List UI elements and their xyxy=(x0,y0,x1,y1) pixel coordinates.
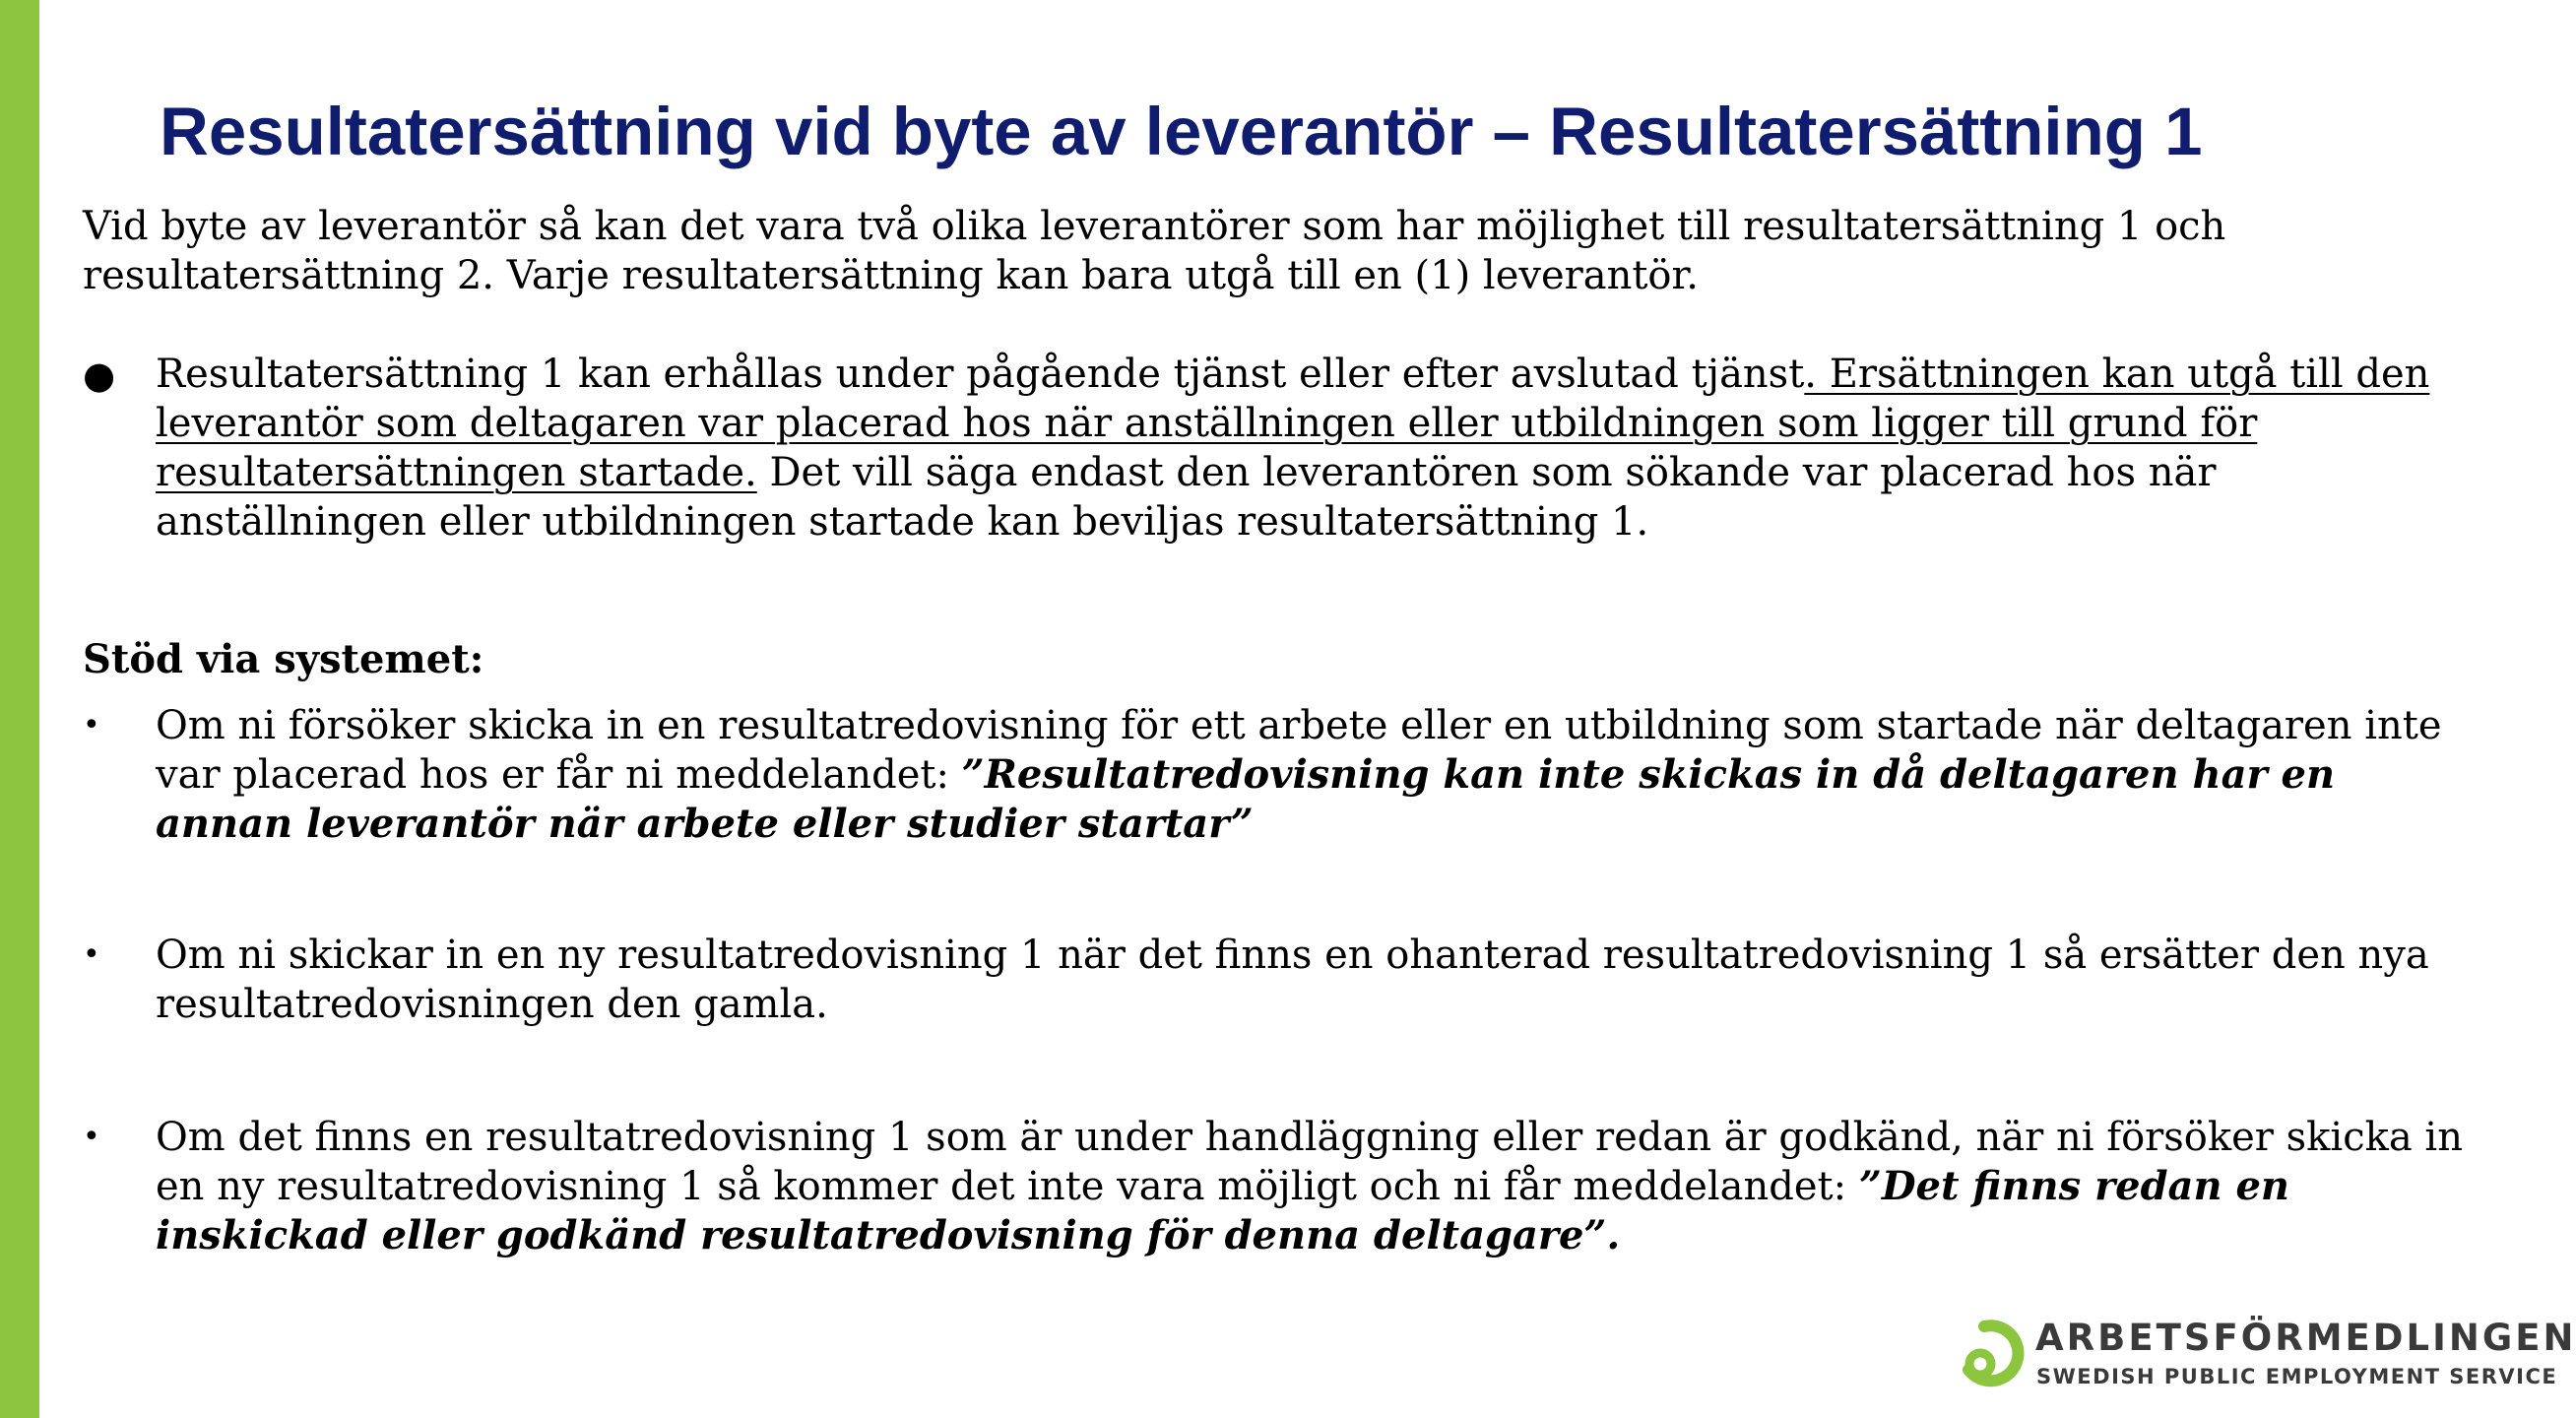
intro-paragraph: Vid byte av leverantör så kan det vara två olika leverantörer som har möjlighet till resultatersättning 1 och resultatersättning 2. Varje resultatersättning kan bara utgå till en (1) leverantör. xyxy=(83,204,2226,298)
list-item xyxy=(83,931,2485,1029)
system-message: ”Det finns redan en inskickad eller godkänd resultatredovisning för denna deltagare”. xyxy=(156,1163,2290,1258)
bullet-marker: • xyxy=(83,1120,100,1154)
list-item-text xyxy=(156,1113,2485,1260)
list-item xyxy=(83,701,2485,849)
bullet-marker: ● xyxy=(83,354,116,397)
list-item-plain: Om ni försöker skicka in en resultatredovisning för ett arbete eller en utbildning som startade när deltagaren inte var placerad hos er får ni meddelandet: xyxy=(156,703,2442,798)
slide-title: Resultatersättning vid byte av leverantör – Resultatersättning 1 xyxy=(160,94,2203,169)
system-message: ”Resultatredovisning kan inte skickas in då deltagaren har en annan leverantör när arbete eller studier startar” xyxy=(156,751,2336,847)
bullet-marker: • xyxy=(83,937,100,972)
list-item xyxy=(83,1113,2485,1260)
list-item-text xyxy=(156,931,2485,1029)
main-bullet-text-part-1: Resultatersättning 1 kan erhållas under pågående tjänst eller efter avslutad tjänst xyxy=(156,352,1805,397)
logo-name: ARBETSFÖRMEDLINGEN xyxy=(2035,1317,2576,1359)
accent-bar xyxy=(0,0,39,1418)
arbetsformedlingen-logo-icon xyxy=(1955,1315,2026,1393)
main-bullet-underlined: . Ersättningen kan utgå till den leverantör som deltagaren var placerad hos när anställningen eller utbildningen som ligger till grund för resultatersättningen startade. xyxy=(156,352,2430,495)
list-item-text xyxy=(156,701,2485,849)
main-bullet xyxy=(83,350,2485,547)
bullet-marker: • xyxy=(83,708,100,742)
section-heading: Stöd via systemet: xyxy=(83,636,484,682)
logo-subtitle: SWEDISH PUBLIC EMPLOYMENT SERVICE xyxy=(2036,1365,2558,1388)
list-item-plain: Om ni skickar in en ny resultatredovisning 1 när det finns en ohanterad resultatredovisning 1 så ersätter den nya resultatredovisningen den gamla. xyxy=(156,933,2429,1027)
main-bullet-text xyxy=(156,350,2485,547)
main-bullet-text-part-2: Det vill säga endast den leverantören som sökande var placerad hos när anställningen eller utbildningen startade kan beviljas resultatersättning 1. xyxy=(156,450,2217,545)
list-item-plain: Om det finns en resultatredovisning 1 som är under handläggning eller redan är godkänd, när ni försöker skicka in en ny resultatredovisning 1 så kommer det inte vara möjligt och ni får meddelandet: xyxy=(156,1115,2463,1209)
arbetsformedlingen-logo xyxy=(1955,1315,2576,1403)
